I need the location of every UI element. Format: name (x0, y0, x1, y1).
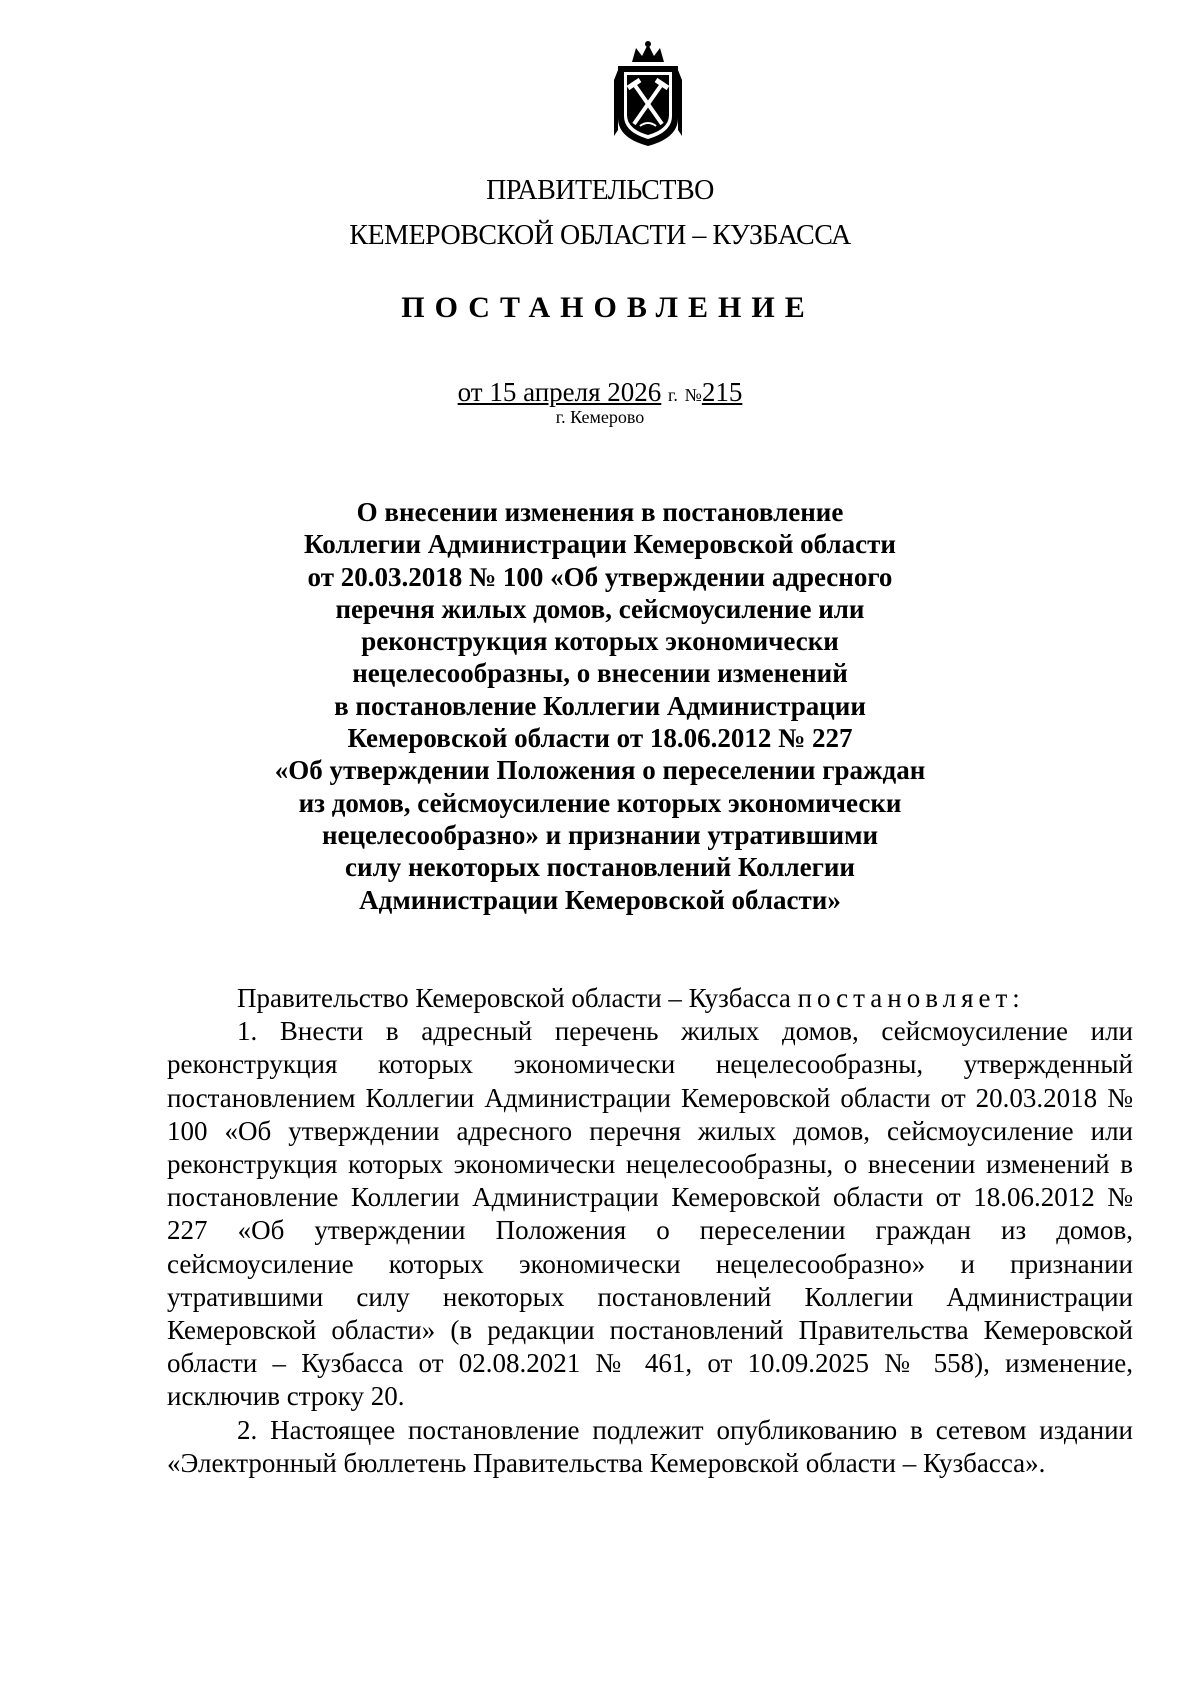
document-subject (0, 496, 1200, 916)
document-date: от 15 апреля 2026 (457, 377, 662, 407)
subject-line: перечня жилых домов, сейсмоусиление или (335, 593, 865, 624)
preamble-text: Правительство Кемеровской области – Кузбасса (237, 983, 798, 1013)
subject-line: реконструкция которых экономически (361, 626, 839, 657)
subject-line: из домов, сейсмоусиление которых экономически (298, 787, 902, 818)
kemerovo-coat-of-arms-icon (612, 40, 684, 150)
subject-line: Коллегии Администрации Кемеровской области (304, 529, 896, 560)
item-2: 2. Настоящее постановление подлежит опубликованию в сетевом издании «Электронный бюллетень Правительства Кемеровской области – Кузбасса». (167, 1414, 1133, 1478)
year-suffix: г. (668, 385, 678, 405)
preamble (167, 982, 1133, 1015)
subject-line: О внесении изменения в постановление (356, 497, 844, 527)
subject-line: нецелесообразны, о внесении изменений (352, 658, 848, 689)
subject-line: нецелесообразно» и признании утратившими (321, 819, 879, 850)
document-type-title: ПОСТАНОВЛЕНИЕ (401, 291, 815, 324)
document-city: г. Кемерово (555, 407, 645, 427)
number-sign: № (684, 385, 702, 405)
subject-line: силу некоторых постановлений Коллегии (345, 852, 855, 883)
subject-line: «Об утверждении Положения о переселении граждан (274, 755, 926, 786)
government-name-line1: ПРАВИТЕЛЬСТВО (486, 175, 714, 206)
item-1: 1. Внести в адресный перечень жилых домов, сейсмоусиление или реконструкция которых экономически нецелесообразны, утвержденный постановлением Коллегии Администрации Кемеровской области от 20.03.2018 № 100 «Об утверждении адресного перечня жилых домов, сейсмоусиление или реконструкция которых экономически нецелесообразны, о внесении изменений в постановление Коллегии Администрации Кемеровской области от 18.06.2012 № 227 «Об утверждении Положения о переселении граждан из домов, сейсмоусиление которых экономически нецелесообразно» и признании утратившими силу некоторых постановлений Коллегии Администрации Кемеровской области» (в редакции постановлений Правительства Кемеровской области – Кузбасса от 02.08.2021 № 461, от 10.09.2025 № 558), изменение, исключив строку 20. (167, 1016, 1133, 1412)
government-name-line2: КЕМЕРОВСКОЙ ОБЛАСТИ – КУЗБАССА (349, 220, 851, 251)
subject-line: от 20.03.2018 № 100 «Об утверждении адресного (307, 561, 893, 592)
preamble-resolves: постановляет: (797, 983, 1025, 1013)
subject-line: Кемеровской области от 18.06.2012 № 227 (347, 723, 853, 754)
subject-line: Администрации Кемеровской области» (359, 884, 841, 915)
document-body (167, 982, 1133, 1480)
document-number: 215 (701, 377, 743, 407)
subject-line: в постановление Коллегии Администрации (334, 690, 866, 721)
